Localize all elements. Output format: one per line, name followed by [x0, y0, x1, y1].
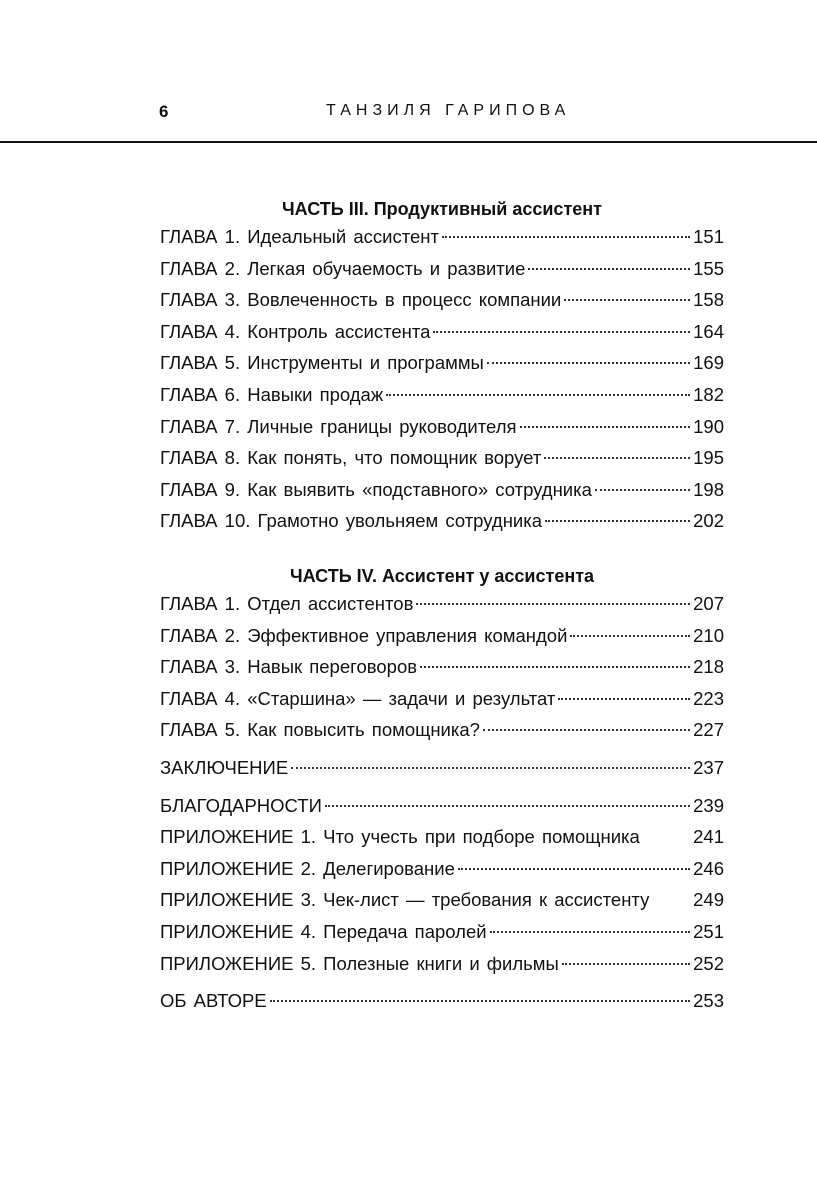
toc-entry[interactable]	[160, 477, 724, 509]
toc-entry[interactable]	[160, 256, 724, 288]
entry-page: 227	[693, 719, 724, 741]
dot-leader	[386, 394, 690, 396]
running-title: ТАНЗИЛЯ ГАРИПОВА	[326, 102, 571, 119]
entry-page: 218	[693, 656, 724, 678]
dot-leader	[570, 635, 690, 637]
dot-leader	[487, 362, 690, 364]
dot-leader	[490, 931, 691, 933]
header-divider	[0, 141, 817, 143]
toc-entry[interactable]	[160, 717, 724, 749]
toc-entry-appendix[interactable]	[160, 824, 724, 856]
entry-label: ГЛАВА 3. Навык переговоров	[160, 656, 418, 678]
entry-page: 202	[693, 510, 724, 532]
entry-page: 252	[693, 952, 724, 974]
entry-page: 246	[693, 857, 724, 879]
entry-page: 237	[693, 756, 724, 778]
dot-leader	[520, 426, 691, 428]
entry-page: 210	[693, 624, 724, 646]
entry-label: ГЛАВА 3. Вовлеченность в процесс компании	[160, 289, 562, 311]
entry-label: ПРИЛОЖЕНИЕ 3. Чек-лист — требования к ассистенту	[160, 889, 650, 911]
toc-entry[interactable]	[160, 686, 724, 718]
page-number: 6	[159, 102, 169, 121]
entry-page: 253	[693, 990, 724, 1012]
dot-leader	[433, 331, 690, 333]
entry-page: 249	[693, 889, 724, 911]
entry-label: ГЛАВА 2. Эффективное управления командой	[160, 624, 568, 646]
toc-entry[interactable]	[160, 224, 724, 256]
entry-label: ОБ АВТОРЕ	[160, 990, 267, 1012]
toc-entry[interactable]	[160, 591, 724, 623]
entry-page: 158	[693, 289, 724, 311]
toc-entry[interactable]	[160, 623, 724, 655]
entry-label: ГЛАВА 2. Легкая обучаемость и развитие	[160, 257, 526, 279]
dot-leader	[416, 603, 690, 605]
entry-page: 198	[693, 478, 724, 500]
toc-entry[interactable]	[160, 287, 724, 319]
entry-page: 151	[693, 226, 724, 247]
entry-label: ГЛАВА 1. Отдел ассистентов	[160, 593, 414, 614]
toc-entry-appendix[interactable]	[160, 887, 724, 919]
toc-entry-about-author[interactable]	[160, 988, 724, 1020]
entry-page: 169	[693, 352, 724, 374]
dot-leader	[544, 457, 690, 459]
entry-label: ГЛАВА 5. Инструменты и программы	[160, 352, 484, 374]
entry-page: 241	[693, 826, 724, 848]
dot-leader	[325, 805, 690, 807]
dot-leader	[564, 299, 690, 301]
entry-page: 207	[693, 593, 724, 614]
toc-entry[interactable]	[160, 382, 724, 414]
dot-leader	[528, 268, 690, 270]
entry-page: 164	[693, 320, 724, 342]
toc-entry[interactable]	[160, 414, 724, 446]
entry-label: ГЛАВА 8. Как понять, что помощник ворует	[160, 447, 542, 469]
toc-entry[interactable]	[160, 319, 724, 351]
entry-page: 239	[693, 794, 724, 816]
entry-label: ГЛАВА 4. Контроль ассистента	[160, 320, 431, 342]
toc-entry-acknowledgements[interactable]	[160, 793, 724, 825]
page-header	[0, 98, 817, 128]
toc-part-3	[160, 194, 724, 540]
entry-label: ПРИЛОЖЕНИЕ 5. Полезные книги и фильмы	[160, 952, 559, 974]
dot-leader	[270, 1000, 690, 1002]
entry-label: ГЛАВА 5. Как повысить помощника?	[160, 719, 480, 741]
entry-label: ГЛАВА 10. Грамотно увольняем сотрудника	[160, 510, 543, 532]
dot-leader	[562, 963, 690, 965]
entry-label: ПРИЛОЖЕНИЕ 2. Делегирование	[160, 857, 455, 879]
toc-entry-conclusion[interactable]	[160, 755, 724, 787]
entry-page: 190	[693, 415, 724, 437]
part-title: ЧАСТЬ III. Продуктивный ассистент	[282, 199, 602, 219]
entry-page: 251	[693, 920, 724, 942]
dot-leader	[442, 236, 690, 238]
toc-entry[interactable]	[160, 350, 724, 382]
toc-entry-appendix[interactable]	[160, 856, 724, 888]
entry-label: ГЛАВА 6. Навыки продаж	[160, 383, 384, 405]
toc-entry-appendix[interactable]	[160, 951, 724, 983]
dot-leader	[291, 767, 690, 769]
dot-leader	[545, 520, 690, 522]
entry-label: ПРИЛОЖЕНИЕ 1. Что учесть при подборе помощника	[160, 826, 640, 848]
entry-page: 182	[693, 383, 724, 405]
dot-leader	[595, 489, 690, 491]
dot-leader	[420, 666, 690, 668]
toc-entry-appendix[interactable]	[160, 919, 724, 951]
chapter-list	[160, 224, 724, 540]
toc-entry[interactable]	[160, 508, 724, 540]
dot-leader	[558, 698, 690, 700]
entry-label: ГЛАВА 4. «Старшина» — задачи и результат	[160, 687, 556, 709]
dot-leader	[458, 868, 690, 870]
entry-label: ГЛАВА 7. Личные границы руководителя	[160, 415, 517, 437]
part-title: ЧАСТЬ IV. Ассистент у ассистента	[289, 566, 595, 586]
entry-label: ГЛАВА 1. Идеальный ассистент	[160, 226, 439, 247]
entry-page: 155	[693, 257, 724, 279]
entry-page: 223	[693, 687, 724, 709]
toc-entry[interactable]	[160, 654, 724, 686]
toc-part-4	[160, 561, 724, 1020]
entry-page: 195	[693, 447, 724, 469]
entry-label: ГЛАВА 9. Как выявить «подставного» сотрудника	[160, 478, 592, 500]
appendix-list	[160, 824, 724, 982]
toc-entry[interactable]	[160, 445, 724, 477]
chapter-list	[160, 591, 724, 749]
dot-leader	[483, 729, 690, 731]
entry-label: БЛАГОДАРНОСТИ	[160, 794, 322, 816]
entry-label: ПРИЛОЖЕНИЕ 4. Передача паролей	[160, 920, 487, 942]
entry-label: ЗАКЛЮЧЕНИЕ	[160, 756, 289, 778]
